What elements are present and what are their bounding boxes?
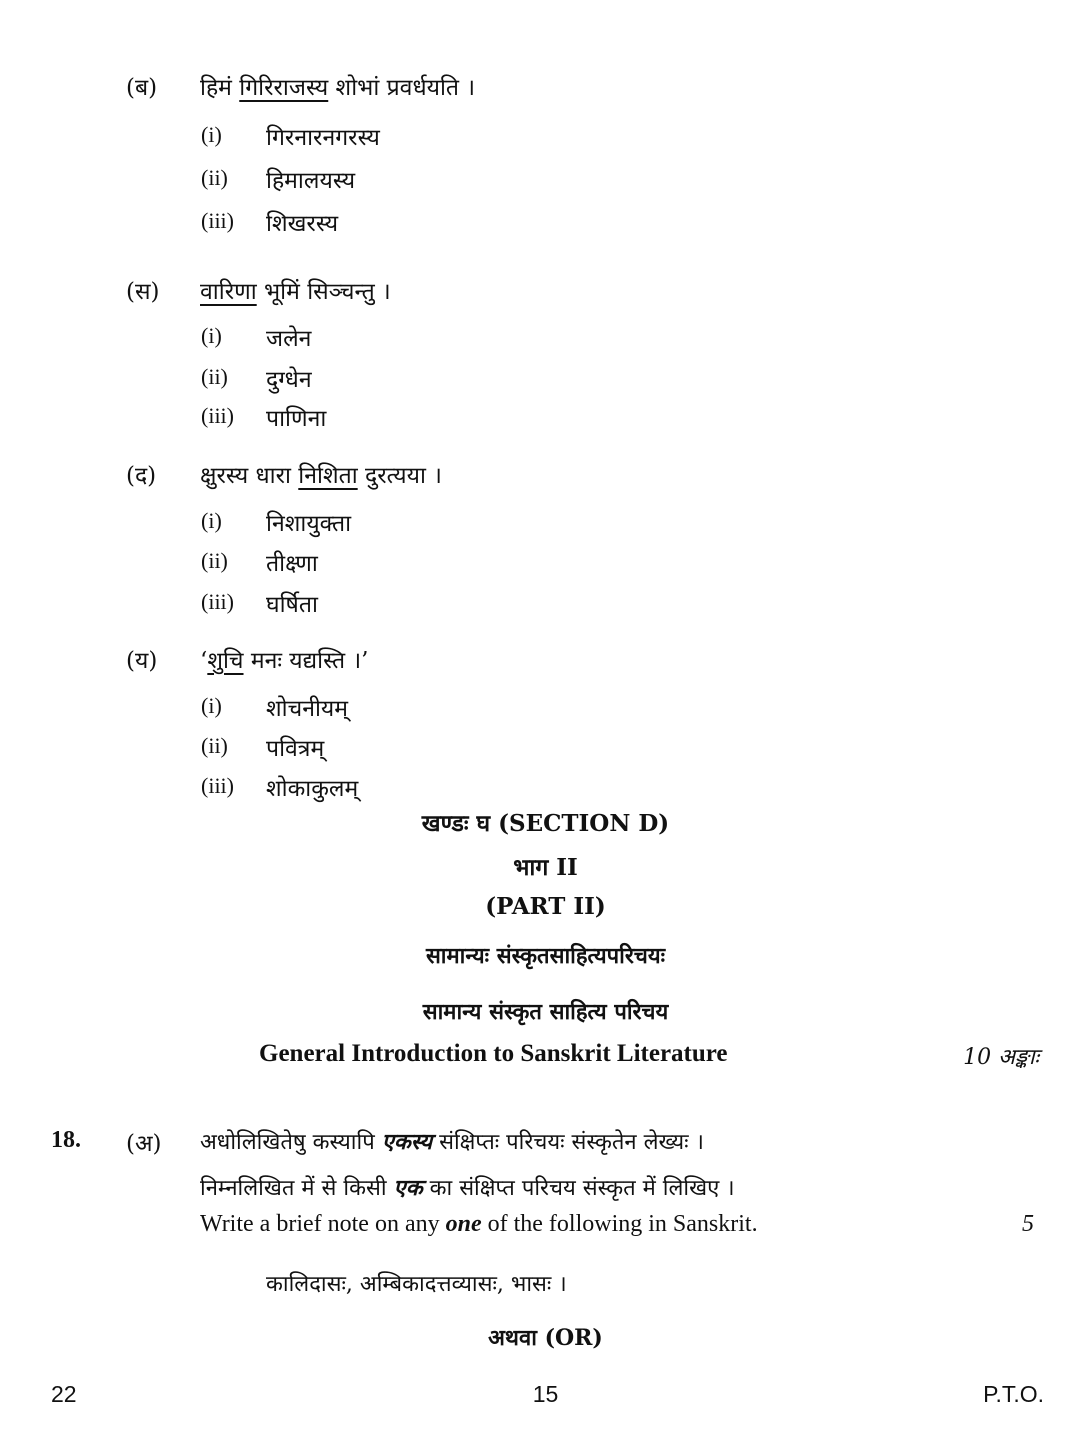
question-marks: 5 [1022, 1211, 1034, 1237]
option-text: गिरनारनगरस्य [266, 125, 380, 151]
option-text: शोकाकुलम् [266, 776, 359, 802]
option-number: (i) [201, 122, 222, 147]
instr-post: of the following in Sanskrit. [481, 1211, 758, 1237]
option-number: (i) [201, 508, 222, 533]
option-text: निशायुक्ता [266, 511, 352, 537]
or-separator: अथवा (OR) [488, 1325, 603, 1351]
option-number: (ii) [201, 548, 228, 573]
stem-underlined-word: वारिणा [200, 279, 257, 305]
option-text: पवित्रम् [266, 736, 325, 762]
title-hindi: सामान्य संस्कृत साहित्य परिचय [422, 999, 669, 1025]
question-number: 18. [51, 1127, 81, 1153]
question-label: (ब) [126, 75, 158, 101]
stem-pre: ‘ [200, 648, 208, 674]
question-stem [200, 458, 442, 490]
instr-emphasis: one [445, 1211, 482, 1237]
option-text: हिमालयस्य [266, 168, 356, 194]
instr-emphasis: एक [393, 1175, 423, 1201]
instr-post: का संक्षिप्त परिचय संस्कृत में लिखिए । [422, 1176, 735, 1201]
stem-underlined-word: शुचि [207, 648, 244, 674]
footer-code: 22 [51, 1381, 77, 1407]
question-label: (द) [126, 463, 157, 489]
stem-post: भूमिं सिञ्चन्तु । [256, 279, 391, 305]
stem-pre: क्षुरस्य धारा [200, 463, 299, 489]
instr-pre: Write a brief note on any [200, 1211, 446, 1237]
option-number: (iii) [201, 208, 234, 233]
option-number: (ii) [201, 165, 228, 190]
pto-label: P.T.O. [983, 1381, 1044, 1407]
part-heading-english: (PART II) [485, 893, 606, 920]
option-text: तीक्ष्णा [266, 551, 318, 577]
stem-post: दुरत्यया । [357, 463, 442, 489]
option-number: (ii) [201, 364, 228, 389]
option-text: शोचनीयम् [266, 696, 349, 722]
instr-emphasis: एकस्य [381, 1129, 433, 1155]
option-number: (iii) [201, 403, 234, 428]
option-number: (i) [201, 693, 222, 718]
stem-underlined-word: गिरिराजस्य [239, 75, 329, 101]
instruction-english [200, 1211, 758, 1238]
option-text: दुग्धेन [266, 367, 312, 393]
section-marks: 10 अङ्काः [963, 1045, 1039, 1070]
instr-pre: अधोलिखितेषु कस्यापि [200, 1130, 382, 1155]
page-number: 15 [532, 1381, 559, 1407]
question-stem [200, 274, 391, 306]
option-number: (i) [201, 323, 222, 348]
stem-post: मनः यद्यस्ति ।’ [243, 648, 369, 674]
option-number: (ii) [201, 733, 228, 758]
option-text: घर्षिता [266, 592, 318, 618]
question-stem [200, 70, 475, 102]
stem-underlined-word: निशिता [298, 463, 358, 489]
title-sanskrit: सामान्यः संस्कृतसाहित्यपरिचयः [425, 943, 666, 969]
instruction-sanskrit [200, 1126, 704, 1156]
stem-pre: हिमं [200, 75, 240, 101]
option-number: (iii) [201, 773, 234, 798]
part-heading-hindi: भाग II [513, 854, 578, 881]
option-text: शिखरस्य [266, 211, 339, 237]
question-label: (स) [126, 279, 160, 305]
option-number: (iii) [201, 589, 234, 614]
option-text: जलेन [266, 326, 312, 352]
title-english: General Introduction to Sanskrit Literature [259, 1040, 728, 1067]
option-text: पाणिना [266, 406, 327, 432]
instr-pre: निम्नलिखित में से किसी [200, 1176, 394, 1201]
section-heading: खण्डः घ (SECTION D) [421, 810, 670, 837]
instruction-hindi [200, 1172, 735, 1202]
instr-post: संक्षिप्तः परिचयः संस्कृतेन लेख्यः । [432, 1130, 704, 1155]
question-stem [200, 643, 369, 675]
author-names: कालिदासः, अम्बिकादत्तव्यासः, भासः । [266, 1272, 567, 1297]
stem-post: शोभां प्रवर्धयति । [328, 75, 476, 101]
question-label: (य) [126, 648, 158, 674]
question-sub-label: (अ) [126, 1131, 162, 1157]
